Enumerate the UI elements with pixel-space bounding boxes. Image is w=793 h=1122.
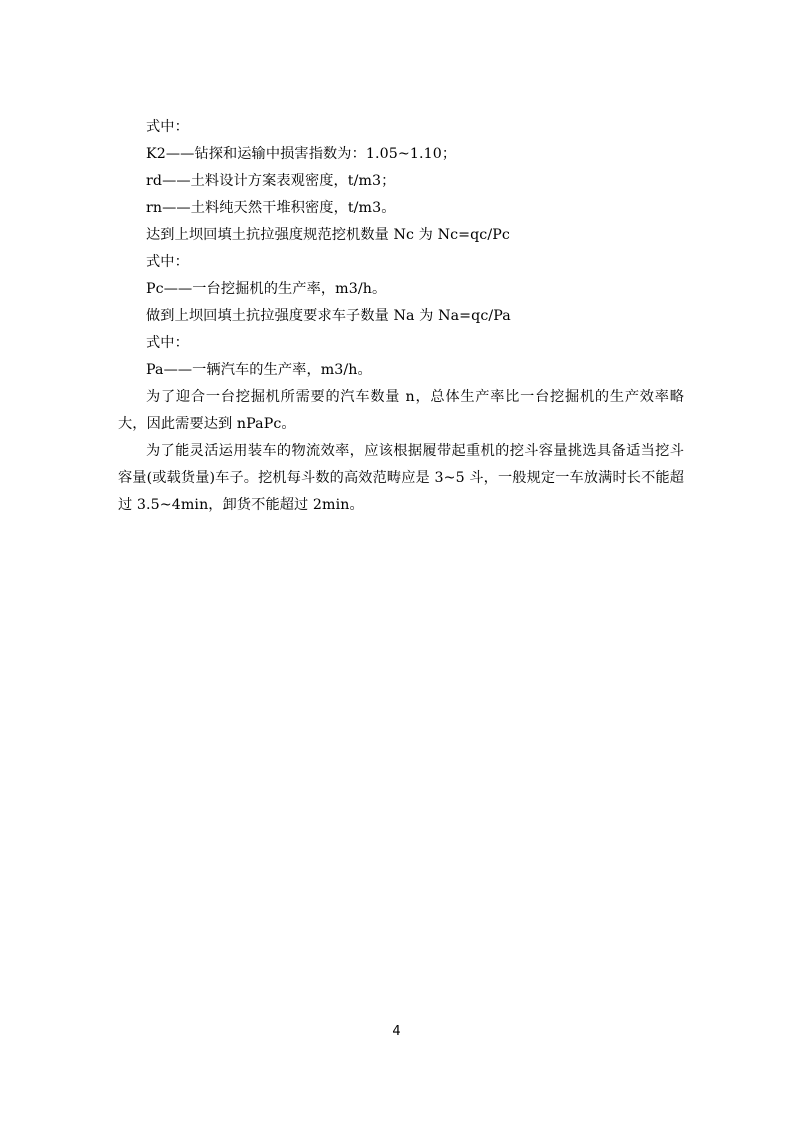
text-line: 达到上坝回填土抗拉强度规范挖机数量 Nc 为 Nc=qc/Pc <box>146 227 510 243</box>
paragraph: 为了能灵活运用装车的物流效率，应该根据履带起重机的挖斗容量挑选具备适当挖斗容量(或载货量)车子。挖机每斗数的高效范畴应是 3~5 斗，一般规定一车放满时长不能超过 3.5~4min，卸货不能超过 2min。 <box>118 443 684 513</box>
text-line: 做到上坝回填土抗拉强度要求车子数量 Na 为 Na=qc/Pa <box>146 308 511 324</box>
text-line: 式中： <box>146 254 189 270</box>
text-line: rn——土料纯天然干堆积密度，t/m3。 <box>146 200 396 216</box>
paragraph: 为了迎合一台挖掘机所需要的汽车数量 n，总体生产率比一台挖掘机的生产效率略大，因此需要达到 nPaPc。 <box>118 389 684 432</box>
text-line: rd——土料设计方案表观密度，t/m3； <box>146 173 396 189</box>
text-line: 式中： <box>146 119 189 135</box>
text-line: 式中： <box>146 335 189 351</box>
text-line: K2——钻探和运输中损害指数为：1.05~1.10； <box>146 146 457 162</box>
text-line: Pc——一台挖掘机的生产率，m3/h。 <box>146 281 387 297</box>
document-body <box>118 114 684 519</box>
page-number: 4 <box>392 1024 401 1039</box>
text-line: Pa——一辆汽车的生产率，m3/h。 <box>146 362 372 378</box>
